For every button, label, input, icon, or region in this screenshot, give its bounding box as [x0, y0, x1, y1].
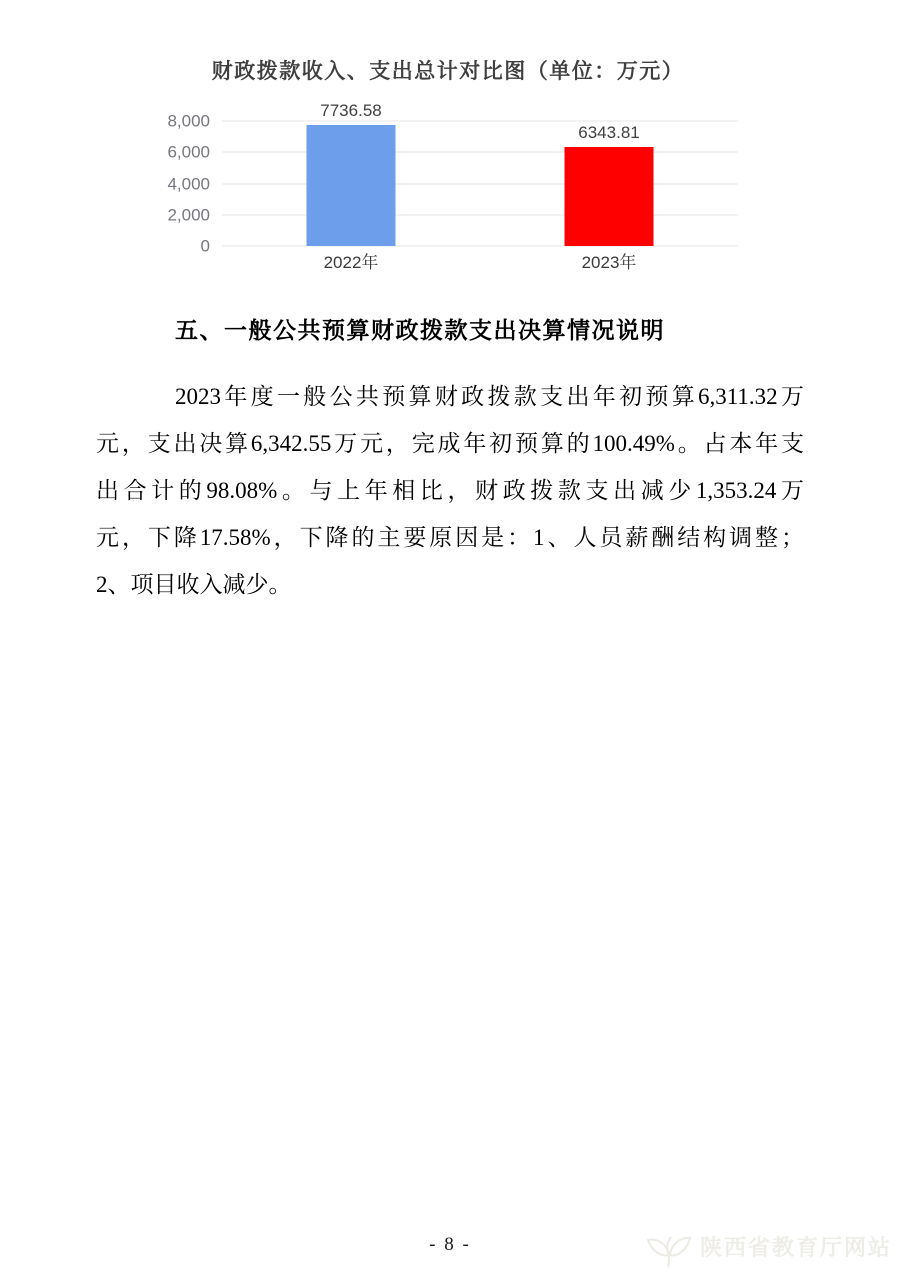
y-tick-label: 4,000 — [167, 174, 210, 193]
body-paragraph — [96, 373, 804, 608]
paragraph-line: 元，下降17.58%，下降的主要原因是：1、人员薪酬结构调整； — [96, 525, 804, 550]
bar-value-label: 7736.58 — [320, 101, 382, 121]
x-category-label: 2022年 — [323, 253, 379, 272]
paragraph-line: 出合计的98.08%。与上年相比，财政拨款支出减少1,353.24万 — [96, 478, 804, 503]
gridline — [222, 152, 738, 153]
y-tick-label: 0 — [200, 236, 210, 256]
page-number: - 8 - — [429, 1234, 471, 1255]
y-tick-label: 2,000 — [167, 205, 210, 225]
watermark-text: 陕西省教育厅网站 — [699, 1234, 892, 1260]
x-category-label: 2023年 — [581, 253, 637, 272]
y-tick-label: 6,000 — [167, 142, 210, 162]
y-tick-label: 8,000 — [167, 111, 210, 131]
paragraph-line: 元，支出决算6,342.55万元，完成年初预算的100.49%。占本年支 — [96, 431, 804, 456]
bar-2022年 — [307, 101, 396, 246]
paragraph-line: 2023年度一般公共预算财政拨款支出年初预算6,311.32万 — [175, 384, 804, 409]
chart-plot-area — [222, 101, 738, 246]
chart-x-axis — [222, 252, 738, 274]
bar-value-label: 6343.81 — [578, 122, 640, 142]
chart-plot-wrapper — [158, 101, 738, 256]
funding-comparison-chart — [158, 58, 738, 274]
paragraph-line: 2、项目收入减少。 — [96, 572, 292, 597]
chart-y-axis — [158, 111, 222, 256]
bar-2023年 — [565, 122, 654, 246]
chart-title: 财政拨款收入、支出总计对比图（单位：万元） — [211, 60, 685, 83]
gridline — [222, 214, 738, 215]
gridline — [222, 183, 738, 184]
section-heading: 五、一般公共预算财政拨款支出决算情况说明 — [175, 317, 665, 343]
gridline — [222, 121, 738, 122]
gridline — [222, 246, 738, 247]
